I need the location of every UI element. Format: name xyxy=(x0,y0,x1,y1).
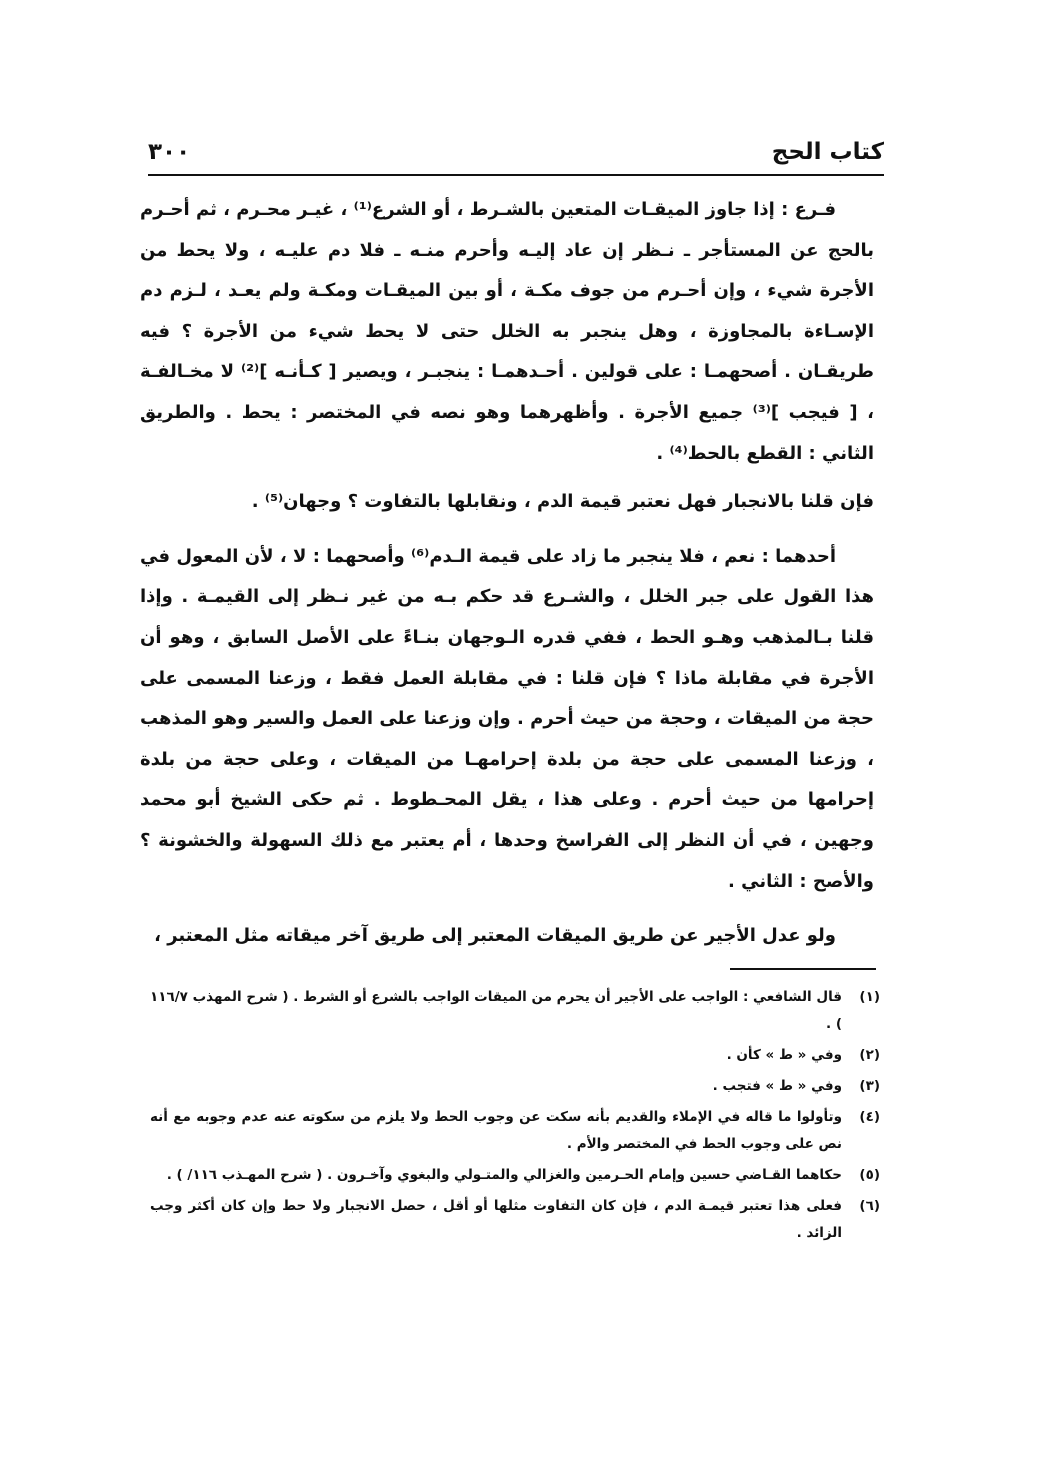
footnote-number: (٥) xyxy=(859,1167,880,1183)
footnote-text: وفي « ط » فتجب . xyxy=(712,1078,842,1094)
footnote xyxy=(150,1104,880,1158)
footnotes xyxy=(150,984,880,1251)
footnote xyxy=(150,1193,880,1247)
chapter-title: كتاب الحج xyxy=(771,139,884,165)
footnote-number: (١) xyxy=(859,989,880,1005)
footnote xyxy=(150,984,880,1038)
footnote-number: (٦) xyxy=(859,1198,880,1214)
footnote-text: وتأولوا ما قاله في الإملاء والقديم بأنه سكت عن وجوب الحط ولا يلزم من سكوته عنه عدم وجوبه مع أنه نص على وجوب الحط في المختصر والأم . xyxy=(150,1109,842,1152)
page-number: ٣٠٠ xyxy=(148,139,191,165)
footnote xyxy=(150,1162,880,1189)
paragraph: فـرع : إذا جاوز الميقـات المتعين بالشـرط ، أو الشرع⁽¹⁾ ، غيـر محـرم ، ثم أحـرم بالحج عن المستأجر ـ نـظر إن عاد إليـه وأحرم منـه ـ فلا دم عليـه ، ولا يحط من الأجرة شيء ، وإن أحـرم من جوف مكـة ، أو بين الميقـات ومكـة ولم يعـد ، لـزم دم الإسـاءة بالمجاوزة ، وهل ينجبر به الخلل حتى لا يحط شيء من الأجرة ؟ فيه طريقـان . أصحهمـا : على قولين . أحـدهمـا : ينجبـر ، ويصير [ كـأنـه ]⁽²⁾ لا مخـالفـة ، [ فيجب ]⁽³⁾ جميع الأجرة . وأظهرهما وهو نصه في المختصر : يحط . والطريق الثاني : القطع بالحط⁽⁴⁾ . xyxy=(140,199,874,464)
footnote-text: قال الشافعي : الواجب على الأجير أن يحرم من الميقات الواجب بالشرع أو الشرط . ( شرح المهذب ١١٦/٧ ) . xyxy=(150,989,842,1032)
paragraph: ولو عدل الأجير عن طريق الميقات المعتبر إلى طريق آخر ميقاته مثل المعتبر ، xyxy=(154,925,836,947)
paragraph: أحدهما : نعم ، فلا ينجبر ما زاد على قيمة الـدم⁽⁶⁾ وأصحهما : لا ، لأن المعول في هذا القول على جبر الخلل ، والشـرع قد حكم بـه من غير نـظر إلى القيمـة . وإذا قلنا بـالمذهب وهـو الحط ، ففي قدره الـوجهان بنـاءً على الأصل السابق ، وهو أن الأجرة في مقابلة ماذا ؟ فإن قلنا : في مقابلة العمل فقط ، وزعنا المسمى على حجة من الميقات ، وحجة من حيث أحرم . وإن وزعنا على العمل والسير وهو المذهب ، وزعنا المسمى على حجة من بلدة إحرامهـا من الميقات ، وعلى حجة من بلدة إحرامها من حيث أحرم . وعلى هذا ، يقل المحـطوط . ثم حكى الشيخ أبو محمد وجهين ، في أن النظر إلى الفراسخ وحدها ، أم يعتبر مع ذلك السهولة والخشونة ؟ والأصح : الثاني . xyxy=(140,545,874,892)
page-header xyxy=(148,130,884,176)
footnote-text: فعلى هذا تعتبر قيمـة الدم ، فإن كان التفاوت مثلها أو أقل ، حصل الانجبار ولا حط وإن كان أكثر وجب الزائد . xyxy=(150,1198,842,1241)
footnote-number: (٢) xyxy=(859,1047,880,1063)
footnote xyxy=(150,1042,880,1069)
footnote-text: وفي « ط » كأن . xyxy=(726,1047,842,1063)
footnote-number: (٣) xyxy=(859,1078,880,1094)
footnote-separator xyxy=(730,968,876,970)
footnote-number: (٤) xyxy=(859,1109,880,1125)
main-text xyxy=(140,190,874,965)
footnote xyxy=(150,1073,880,1100)
footnote-text: حكاهما القـاضي حسين وإمام الحـرمين والغزالي والمتـولي والبغوي وآخـرون . ( شرح المهـذب ١١٦/ ) . xyxy=(166,1167,842,1183)
paragraph: فإن قلنا بالانجبار فهل نعتبر قيمة الدم ، ونقابلها بالتفاوت ؟ وجهان⁽⁵⁾ . xyxy=(251,491,874,513)
